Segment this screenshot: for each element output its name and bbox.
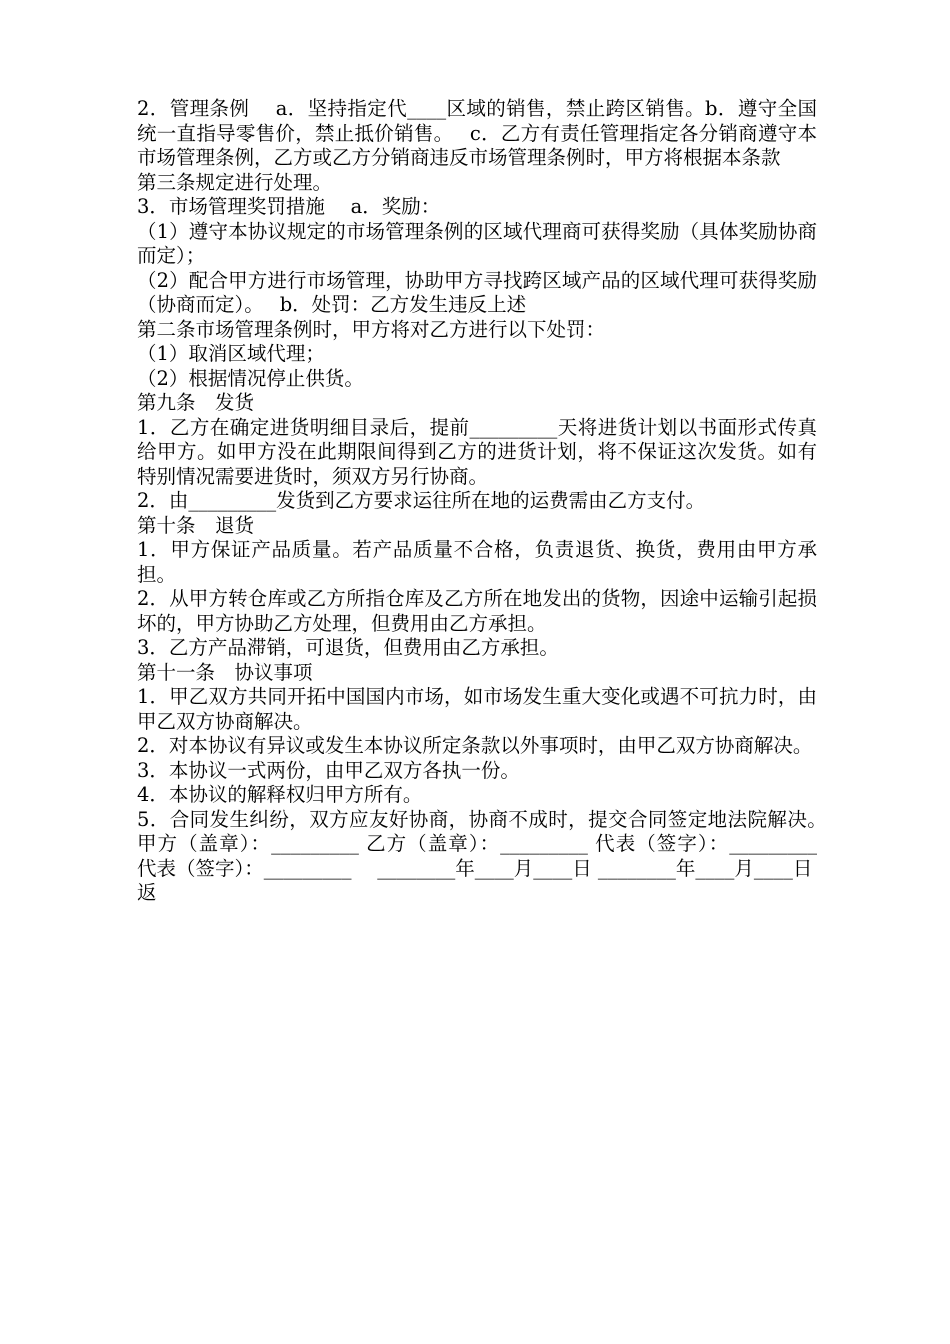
reward-item-1: （1）遵守本协议规定的市场管理条例的区域代理商可获得奖励（具体奖励协商而定）； (137, 219, 817, 267)
article-11-item-2: 2．对本协议有异议或发生本协议所定条款以外事项时，由甲乙双方协商解决。 (137, 734, 813, 757)
article-10-item-2: 2．从甲方转仓库或乙方所指仓库及乙方所在地发出的货物，因途中运输引起损坏的，甲方协助乙方处理，但费用由乙方承担。 (137, 587, 817, 635)
reward-item-2: （2）配合甲方进行市场管理，协助甲方寻找跨区域产品的区域代理可获得奖励（协商而定）。 b．处罚：乙方发生违反上述 (137, 268, 817, 316)
penalty-intro: 第二条市场管理条例时，甲方将对乙方进行以下处罚： (137, 317, 606, 341)
article-11-item-1: 1．甲乙双方共同开拓中国国内市场，如市场发生重大变化或遇不可抗力时，由甲乙双方协商解决。 (137, 685, 817, 733)
article-9-heading: 第九条 发货 (137, 391, 255, 414)
document-body (137, 97, 843, 906)
return-link[interactable]: 返 (137, 881, 157, 904)
article-11-item-5-signatures: 5．合同发生纠纷，双方应友好协商，协商不成时，提交合同签定地法院解决。 甲方（盖章）：_________ 乙方（盖章）：_________ 代表（签字）：_________ 代表（签字）：_________ ________年____月____日 ________年____月____日 (137, 807, 843, 880)
article-9-item-2: 2．由_________发货到乙方要求运往所在地的运费需由乙方支付。 (137, 489, 706, 512)
clause-continuation: 第三条规定进行处理。 (137, 170, 333, 194)
clause-2-management-rules: 2．管理条例 a．坚持指定代____区域的销售，禁止跨区销售。b．遵守全国统一直指导零售价，禁止抵价销售。 c．乙方有责任管理指定各分销商遵守本市场管理条例，乙方或乙方分销商违反市场管理条例时，甲方将根据本条款 (137, 97, 817, 169)
article-10-item-3: 3．乙方产品滞销，可退货，但费用由乙方承担。 (137, 636, 559, 659)
article-11-item-4: 4．本协议的解释权归甲方所有。 (137, 783, 423, 806)
article-10-heading: 第十条 退货 (137, 513, 255, 537)
clause-3-rewards-penalties: 3．市场管理奖罚措施 a．奖励： (137, 195, 441, 218)
article-11-heading: 第十一条 协议事项 (137, 660, 313, 684)
penalty-item-1: （1）取消区域代理； (137, 342, 325, 365)
penalty-item-2: （2）根据情况停止供货。 (137, 366, 364, 390)
article-9-item-1: 1．乙方在确定进货明细目录后，提前_________天将进货计划以书面形式传真给甲方。如甲方没在此期限间得到乙方的进货计划，将不保证这次发货。如有特别情况需要进货时，须双方另行协商。 (137, 415, 817, 488)
article-11-item-3: 3．本协议一式两份，由甲乙双方各执一份。 (137, 758, 520, 782)
article-10-item-1: 1．甲方保证产品质量。若产品质量不合格，负责退货、换货，费用由甲方承担。 (137, 538, 817, 586)
